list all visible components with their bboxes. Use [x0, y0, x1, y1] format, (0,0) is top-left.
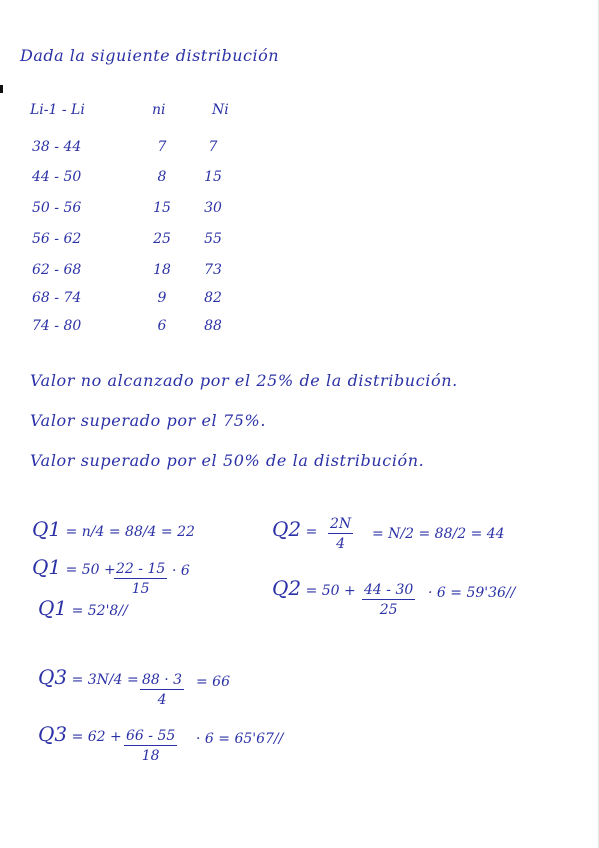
q1-fraction [114, 561, 167, 597]
q3-denominator-2: 18 [141, 748, 160, 764]
ni-cell: 7 [157, 139, 167, 155]
Ni-cell: 73 [204, 262, 222, 278]
q2-fraction-2 [362, 582, 415, 618]
page-title: Dada la siguiente distribución [20, 46, 280, 65]
Ni-cell: 15 [204, 169, 222, 185]
q3-fraction-1 [140, 672, 184, 708]
interval-cell: 38 - 44 [32, 139, 82, 155]
Ni-cell: 82 [204, 290, 222, 306]
q1-result [38, 598, 128, 618]
q2-label: Q2 [272, 576, 302, 600]
q1-label: Q1 [32, 555, 62, 579]
statement-q1: Valor no alcanzado por el 25% de la distribución. [30, 371, 458, 390]
Ni-cell: 7 [208, 139, 218, 155]
q1-line-1 [32, 519, 195, 539]
Ni-cell: 55 [204, 231, 222, 247]
statement-q3: Valor superado por el 75%. [30, 411, 267, 430]
q3-line-2 [38, 724, 122, 744]
table-row [0, 318, 599, 340]
q3-line-1 [38, 667, 139, 687]
q2-fraction-1 [328, 516, 353, 552]
q1-numerator: 22 - 15 [116, 561, 166, 577]
margin-mark [0, 85, 3, 93]
q2-line-1 [272, 519, 317, 539]
q2-result: · 6 = 59'36// [428, 585, 516, 601]
q2-denominator-1: 4 [336, 536, 346, 552]
q3-label: Q3 [38, 665, 68, 689]
q1-line-2 [32, 557, 116, 577]
header-Ni: Ni [212, 102, 229, 118]
q1-sum-prefix: = 50 + [65, 562, 116, 578]
table-row [0, 262, 599, 284]
q3-label: Q3 [38, 722, 68, 746]
q1-label: Q1 [32, 517, 62, 541]
q2-label: Q2 [272, 517, 302, 541]
ni-cell: 25 [153, 231, 171, 247]
interval-cell: 50 - 56 [32, 200, 82, 216]
q1-multiplier: · 6 [172, 563, 190, 579]
table-row [0, 231, 599, 253]
table-row [0, 200, 599, 222]
q2-denominator-2: 25 [379, 602, 398, 618]
Ni-cell: 30 [204, 200, 222, 216]
interval-cell: 44 - 50 [32, 169, 82, 185]
interval-cell: 56 - 62 [32, 231, 82, 247]
ni-cell: 8 [157, 169, 167, 185]
ni-cell: 6 [157, 318, 167, 334]
q1-denominator: 15 [131, 581, 150, 597]
interval-cell: 68 - 74 [32, 290, 82, 306]
q3-numerator-1: 88 · 3 [142, 672, 183, 688]
q3-fraction-2 [124, 728, 177, 764]
q3-sum-prefix: = 62 + [71, 729, 122, 745]
interval-cell: 62 - 68 [32, 262, 82, 278]
q3-result: · 6 = 65'67// [196, 731, 284, 747]
q2-equals: = [305, 524, 318, 540]
table-row [0, 139, 599, 161]
q3-value: = 66 [196, 674, 230, 690]
q2-formula: = N/2 = 88/2 = 44 [372, 526, 505, 542]
table-row [0, 290, 599, 312]
q2-sum-prefix: = 50 + [305, 583, 356, 599]
statement-q2: Valor superado por el 50% de la distribución. [30, 451, 425, 470]
table-row [0, 169, 599, 191]
ni-cell: 9 [157, 290, 167, 306]
ni-cell: 18 [153, 262, 171, 278]
q3-numerator-2: 66 - 55 [126, 728, 176, 744]
Ni-cell: 88 [204, 318, 222, 334]
q2-line-2 [272, 578, 356, 598]
q1-value: = 52'8// [71, 603, 128, 619]
ni-cell: 15 [153, 200, 171, 216]
q3-formula-prefix: = 3N/4 = [71, 672, 139, 688]
q2-numerator-2: 44 - 30 [364, 582, 414, 598]
q3-denominator-1: 4 [157, 692, 167, 708]
q1-formula: = n/4 = 88/4 = 22 [65, 524, 195, 540]
interval-cell: 74 - 80 [32, 318, 82, 334]
header-interval: Li-1 - Li [30, 102, 85, 118]
q2-numerator-1: 2N [330, 516, 352, 532]
header-ni: ni [152, 102, 166, 118]
q1-label: Q1 [38, 596, 68, 620]
